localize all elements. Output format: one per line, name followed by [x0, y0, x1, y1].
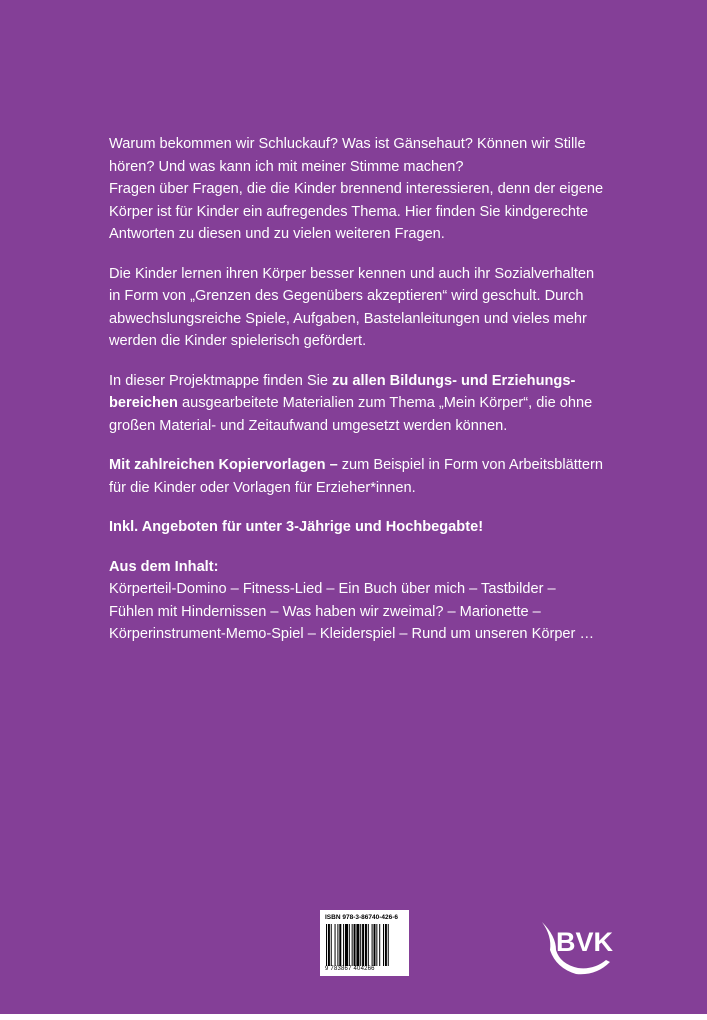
project-paragraph: [109, 370, 609, 438]
barcode-graphic: [326, 924, 403, 966]
offers-paragraph: [109, 516, 609, 539]
isbn-text: ISBN 978-3-86740-426-6: [325, 914, 398, 921]
text-line: Körperteil-Domino – Fitness-Lied – Ein Buch über mich – Tastbilder –: [109, 581, 556, 597]
text-line: Fühlen mit Hindernissen – Was haben wir zweimal? – Marionette –: [109, 603, 541, 620]
text-run: zum Beispiel in Form von Arbeitsblättern: [337, 457, 603, 473]
logo-text: BVK: [556, 927, 614, 957]
isbn-barcode-label: [320, 910, 409, 976]
text-run: In dieser Projektmappe finden Sie: [109, 372, 333, 389]
text-line: Fragen über Fragen, die die Kinder brennend interessieren, denn der eigene: [109, 181, 604, 197]
contents-paragraph: [109, 556, 609, 646]
text-line: werden die Kinder spielerisch gefördert.: [109, 333, 367, 349]
bvk-logo: [536, 916, 622, 980]
bold-run: Mit zahlreichen Kopiervorlagen –: [109, 457, 338, 473]
text-line: [109, 392, 609, 415]
bold-run: bereichen: [109, 395, 178, 411]
text-line: großen Material- und Zeitaufwand umgesetzt werden können.: [109, 417, 508, 434]
bottom-edge: [0, 1014, 707, 1020]
social-paragraph: [109, 263, 609, 353]
intro-paragraph: [109, 133, 609, 246]
offers-line: Inkl. Angeboten für unter 3-Jährige und Hochbegabte!: [109, 519, 484, 535]
text-run: ausgearbeitete Materialien zum Thema „Mein Körper“, die ohne: [177, 395, 593, 411]
text-line: Antworten zu diesen und zu vielen weiteren Fragen.: [109, 226, 445, 242]
templates-paragraph: [109, 454, 609, 499]
text-line: in Form von „Grenzen des Gegenübers akzeptieren“ wird geschult. Durch: [109, 288, 584, 304]
text-line: Die Kinder lernen ihren Körper besser kennen und auch ihr Sozialverhalten: [109, 265, 595, 282]
text-line: Körper ist für Kinder ein aufregendes Thema. Hier finden Sie kindgerechte: [109, 203, 589, 220]
bold-run: zu allen Bildungs- und Erziehungs-: [332, 372, 576, 389]
contents-heading: Aus dem Inhalt:: [109, 558, 219, 575]
text-line: Warum bekommen wir Schluckauf? Was ist Gänsehaut? Können wir Stille: [109, 136, 586, 152]
text-line: hören? Und was kann ich mit meiner Stimme machen?: [109, 158, 464, 175]
back-cover-text: [109, 133, 609, 646]
text-line: Körperinstrument-Memo-Spiel – Kleiderspiel – Rund um unseren Körper …: [109, 626, 595, 642]
text-line: [109, 454, 609, 477]
barcode-digits: 9 783867 404266: [325, 966, 375, 972]
text-line: [109, 370, 609, 393]
text-line: für die Kinder oder Vorlagen für Erzieher*innen.: [109, 479, 416, 496]
text-line: abwechslungsreiche Spiele, Aufgaben, Bastelanleitungen und vieles mehr: [109, 310, 587, 327]
